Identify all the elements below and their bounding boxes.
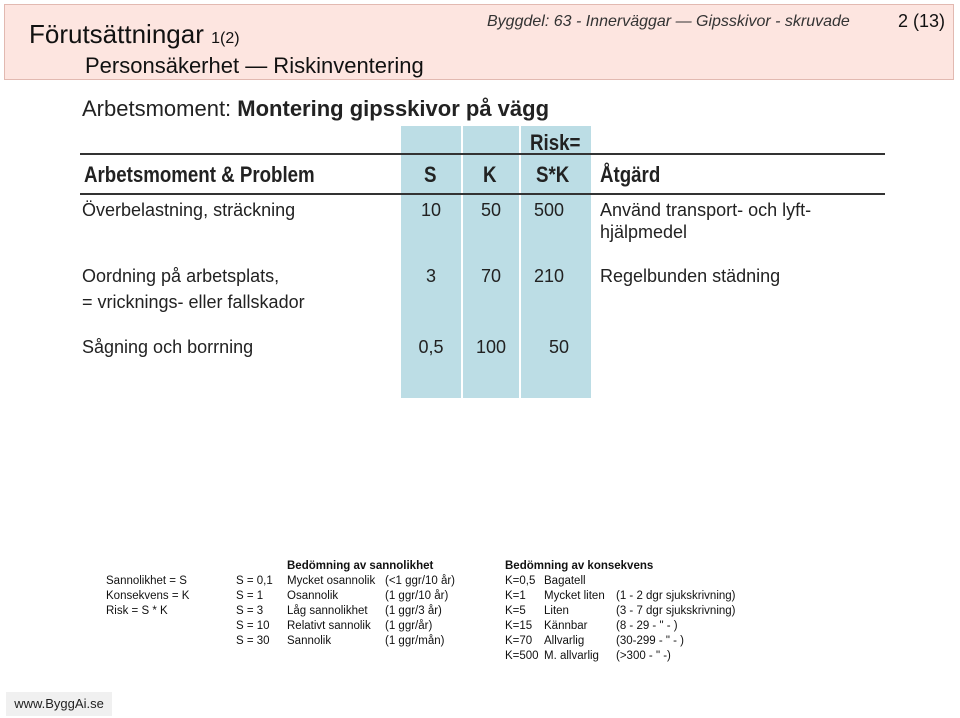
legend-prob-label: Mycket osannolik [287,575,376,587]
legend-prob-freq: (1 ggr/10 år) [385,590,449,602]
legend-cons-title: Bedömning av konsekvens [505,560,654,572]
legend-prob-code: S = 10 [236,620,270,632]
row3-k: 100 [475,337,507,357]
page-number: 2 (13) [897,11,945,31]
work-moment [82,96,549,122]
legend-prob-code: S = 0,1 [236,575,273,587]
legend-prob-code: S = 1 [236,590,264,602]
legend-cons-label: M. allvarlig [544,650,599,662]
legend-cons-desc: (8 - 29 - " - ) [616,620,678,632]
legend-cons-desc: (1 - 2 dgr sjukskrivning) [616,590,736,602]
row1-action-cont: hjälpmedel [600,222,688,242]
page-subtitle: Personsäkerhet — Riskinventering [85,53,424,78]
legend-cons-label: Kännbar [544,620,588,632]
legend-prob-label: Relativt sannolik [287,620,371,632]
legend-cons-code: K=15 [505,620,533,632]
legend-cons-label: Allvarlig [544,635,585,647]
legend-cons-code: K=500 [505,650,539,662]
breadcrumb: Byggdel: 63 - Innerväggar — Gipsskivor - skruvade [487,13,850,30]
col-header-risk-line2: S*K [536,162,570,187]
legend-cons-label: Liten [544,605,569,617]
col-header-s: S [424,162,437,187]
col-header-action: Åtgärd [600,162,661,187]
legend-prob-label: Sannolik [287,635,332,647]
legend-prob-freq: (1 ggr/3 år) [385,605,442,617]
legend-cons-label: Mycket liten [544,590,605,602]
legend-def-risk: Risk = S * K [106,605,168,617]
row1-risk: 500 [533,200,565,220]
legend-cons-desc: (3 - 7 dgr sjukskrivning) [616,605,736,617]
legend-cons-code: K=0,5 [505,575,536,587]
legend-prob-label: Låg sannolikhet [287,605,368,617]
legend-prob-freq: (<1 ggr/10 år) [385,575,455,587]
title-page-of: 1(2) [211,30,240,47]
col-header-problem: Arbetsmoment & Problem [84,162,315,187]
row1-action: Använd transport- och lyft- [600,200,812,220]
row2-problem: Oordning på arbetsplats, [82,266,280,286]
legend-cons-code: K=1 [505,590,526,602]
legend-cons-desc: (30-299 - " - ) [616,635,684,647]
col-header-k: K [483,162,497,187]
page-title [29,19,240,50]
footer-site-link[interactable]: www.ByggAi.se [6,692,112,716]
legend-cons-code: K=70 [505,635,533,647]
title-text: Förutsättningar [29,19,204,49]
legend-prob-code: S = 3 [236,605,264,617]
row1-problem: Överbelastning, sträckning [82,200,296,220]
row2-risk: 210 [533,266,565,286]
legend-prob-title: Bedömning av sannolikhet [287,560,434,572]
row3-problem: Sågning och borrning [82,337,254,357]
legend-cons-desc: (>300 - " -) [616,650,671,662]
col-header-risk-line1: Risk= [530,130,581,155]
legend-prob-code: S = 30 [236,635,270,647]
row2-k: 70 [480,266,502,286]
legend-cons-label: Bagatell [544,575,586,587]
row2-problem-cont: = vricknings- eller fallskador [82,292,305,312]
work-moment-name: Montering gipsskivor på vägg [237,96,550,121]
header-top-divider [80,153,885,155]
legend-def-k: Konsekvens = K [106,590,190,602]
row1-s: 10 [420,200,442,220]
legend-prob-label: Osannolik [287,590,339,602]
header-bottom-divider [80,193,885,195]
legend-def-s: Sannolikhet = S [106,575,187,587]
legend-prob-freq: (1 ggr/mån) [385,635,445,647]
row3-s: 0,5 [418,337,444,357]
legend-prob-freq: (1 ggr/år) [385,620,433,632]
row3-risk: 50 [548,337,570,357]
row1-k: 50 [480,200,502,220]
row2-action: Regelbunden städning [600,266,781,286]
work-moment-label: Arbetsmoment: [82,96,232,121]
legend-cons-code: K=5 [505,605,526,617]
row2-s: 3 [425,266,436,286]
header-banner [4,4,954,80]
